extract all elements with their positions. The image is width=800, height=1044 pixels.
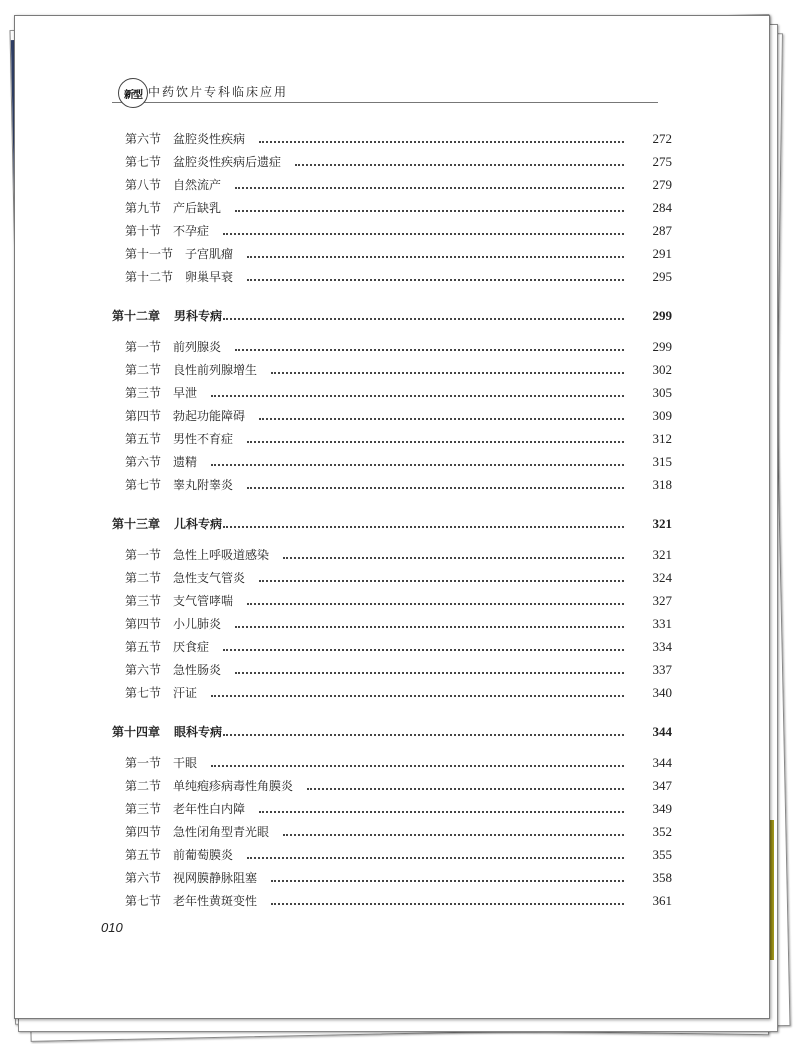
dot-leader [247, 441, 624, 443]
entry-label: 第三节 [125, 802, 162, 816]
entry-title: 急性闭角型青光眼 [173, 825, 270, 839]
entry-page: 337 [652, 661, 672, 677]
entry-title: 眼科专病 [174, 725, 223, 739]
entry-label: 第二节 [125, 779, 162, 793]
toc-section-entry[interactable] [112, 404, 672, 427]
dot-leader [235, 672, 624, 674]
entry-label: 第七节 [125, 478, 162, 492]
entry-page: 309 [652, 407, 672, 423]
entry-title: 老年性白内障 [173, 802, 246, 816]
entry-page: 272 [652, 130, 672, 146]
toc-section-entry[interactable] [112, 681, 672, 704]
dot-leader [247, 256, 624, 258]
entry-label: 第六节 [125, 663, 162, 677]
entry-title: 盆腔炎性疾病后遗症 [173, 155, 282, 169]
entry-label: 第五节 [125, 432, 162, 446]
entry-label: 第二节 [125, 571, 162, 585]
entry-page: 302 [652, 361, 672, 377]
toc-section-entry[interactable] [112, 358, 672, 381]
entry-title: 自然流产 [173, 178, 222, 192]
entry-page: 331 [652, 615, 672, 631]
toc-section-entry[interactable] [112, 751, 672, 774]
entry-page: 321 [652, 515, 672, 531]
dot-leader [259, 418, 624, 420]
entry-page: 315 [652, 453, 672, 469]
entry-label: 第十一节 [125, 247, 174, 261]
dot-leader [223, 734, 624, 736]
entry-label: 第七节 [125, 894, 162, 908]
entry-title: 盆腔炎性疾病 [173, 132, 246, 146]
entry-page: 275 [652, 153, 672, 169]
toc-section-entry[interactable] [112, 473, 672, 496]
toc-section-entry[interactable] [112, 658, 672, 681]
entry-label: 第三节 [125, 386, 162, 400]
dot-leader [247, 603, 624, 605]
toc-section-entry[interactable] [112, 265, 672, 288]
toc-chapter-entry[interactable] [112, 720, 672, 743]
entry-label: 第五节 [125, 640, 162, 654]
book-title: 中药饮片专科临床应用 [148, 85, 289, 99]
entry-label: 第十四章 [112, 725, 161, 739]
entry-label: 第七节 [125, 155, 162, 169]
entry-title: 不孕症 [173, 224, 210, 238]
entry-page: 358 [652, 869, 672, 885]
toc-section-entry[interactable] [112, 543, 672, 566]
entry-label: 第六节 [125, 871, 162, 885]
entry-label: 第五节 [125, 848, 162, 862]
entry-title: 勃起功能障碍 [173, 409, 246, 423]
entry-page: 347 [652, 777, 672, 793]
dot-leader [247, 487, 624, 489]
entry-label: 第十二章 [112, 309, 161, 323]
entry-label: 第三节 [125, 594, 162, 608]
dot-leader [211, 464, 624, 466]
entry-label: 第十二节 [125, 270, 174, 284]
dot-leader [271, 903, 624, 905]
dot-leader [235, 210, 624, 212]
toc-section-entry[interactable] [112, 173, 672, 196]
toc-section-entry[interactable] [112, 866, 672, 889]
toc-section-entry[interactable] [112, 219, 672, 242]
entry-title: 视网膜静脉阻塞 [173, 871, 258, 885]
dot-leader [211, 395, 624, 397]
entry-page: 349 [652, 800, 672, 816]
entry-title: 急性支气管炎 [173, 571, 246, 585]
dot-leader [283, 557, 624, 559]
dot-leader [259, 141, 624, 143]
dot-leader [283, 834, 624, 836]
entry-title: 良性前列腺增生 [173, 363, 258, 377]
entry-title: 厌食症 [173, 640, 210, 654]
toc-section-entry[interactable] [112, 889, 672, 912]
toc-section-entry[interactable] [112, 196, 672, 219]
dot-leader [247, 857, 624, 859]
entry-page: 299 [652, 307, 672, 323]
entry-page: 299 [652, 338, 672, 354]
entry-label: 第一节 [125, 548, 162, 562]
toc-section-entry[interactable] [112, 427, 672, 450]
entry-page: 340 [652, 684, 672, 700]
entry-title: 急性肠炎 [173, 663, 222, 677]
entry-label: 第一节 [125, 756, 162, 770]
entry-label: 第四节 [125, 825, 162, 839]
entry-title: 男性不育症 [173, 432, 234, 446]
entry-page: 287 [652, 222, 672, 238]
entry-page: 321 [652, 546, 672, 562]
entry-page: 305 [652, 384, 672, 400]
toc-section-entry[interactable] [112, 774, 672, 797]
entry-label: 第八节 [125, 178, 162, 192]
entry-title: 男科专病 [174, 309, 223, 323]
entry-title: 子宫肌瘤 [185, 247, 234, 261]
entry-title: 睾丸附睾炎 [173, 478, 234, 492]
toc-section-entry[interactable] [112, 242, 672, 265]
dot-leader [223, 526, 624, 528]
entry-page: 334 [652, 638, 672, 654]
entry-title: 遗精 [173, 455, 198, 469]
dot-leader [211, 695, 624, 697]
dot-leader [223, 318, 624, 320]
book-logo: 新型 [118, 78, 148, 108]
entry-title: 儿科专病 [174, 517, 223, 531]
entry-label: 第六节 [125, 455, 162, 469]
dot-leader [295, 164, 624, 166]
entry-title: 卵巢早衰 [185, 270, 234, 284]
dot-leader [223, 233, 624, 235]
dot-leader [307, 788, 624, 790]
dot-leader [247, 279, 624, 281]
toc-chapter-entry[interactable] [112, 512, 672, 535]
entry-page: 279 [652, 176, 672, 192]
table-of-contents [112, 127, 672, 912]
dot-leader [211, 765, 624, 767]
entry-title: 干眼 [173, 756, 198, 770]
entry-label: 第十节 [125, 224, 162, 238]
entry-title: 产后缺乳 [173, 201, 222, 215]
entry-page: 284 [652, 199, 672, 215]
dot-leader [235, 187, 624, 189]
entry-label: 第十三章 [112, 517, 161, 531]
entry-label: 第二节 [125, 363, 162, 377]
entry-title: 单纯疱疹病毒性角膜炎 [173, 779, 294, 793]
toc-section-entry[interactable] [112, 843, 672, 866]
entry-label: 第一节 [125, 340, 162, 354]
entry-title: 老年性黄斑变性 [173, 894, 258, 908]
running-header [112, 78, 658, 103]
entry-title: 支气管哮喘 [173, 594, 234, 608]
entry-label: 第六节 [125, 132, 162, 146]
entry-page: 312 [652, 430, 672, 446]
toc-section-entry[interactable] [112, 612, 672, 635]
entry-page: 344 [652, 754, 672, 770]
entry-page: 327 [652, 592, 672, 608]
toc-chapter-entry[interactable] [112, 304, 672, 327]
entry-label: 第七节 [125, 686, 162, 700]
entry-page: 318 [652, 476, 672, 492]
dot-leader [235, 626, 624, 628]
toc-section-entry[interactable] [112, 566, 672, 589]
entry-label: 第四节 [125, 409, 162, 423]
entry-page: 291 [652, 245, 672, 261]
entry-title: 前列腺炎 [173, 340, 222, 354]
entry-title: 前葡萄膜炎 [173, 848, 234, 862]
toc-section-entry[interactable] [112, 820, 672, 843]
entry-page: 324 [652, 569, 672, 585]
toc-section-entry[interactable] [112, 589, 672, 612]
toc-section-entry[interactable] [112, 797, 672, 820]
toc-section-entry[interactable] [112, 381, 672, 404]
entry-page: 355 [652, 846, 672, 862]
dot-leader [271, 880, 624, 882]
entry-title: 早泄 [173, 386, 198, 400]
toc-section-entry[interactable] [112, 150, 672, 173]
dot-leader [223, 649, 624, 651]
entry-page: 352 [652, 823, 672, 839]
dot-leader [259, 811, 624, 813]
toc-section-entry[interactable] [112, 450, 672, 473]
entry-label: 第九节 [125, 201, 162, 215]
entry-title: 急性上呼吸道感染 [173, 548, 270, 562]
dot-leader [235, 349, 624, 351]
dot-leader [259, 580, 624, 582]
toc-section-entry[interactable] [112, 635, 672, 658]
entry-label: 第四节 [125, 617, 162, 631]
toc-section-entry[interactable] [112, 335, 672, 358]
dot-leader [271, 372, 624, 374]
entry-page: 361 [652, 892, 672, 908]
page-number: 010 [101, 920, 123, 935]
toc-section-entry[interactable] [112, 127, 672, 150]
entry-title: 汗证 [173, 686, 198, 700]
entry-page: 344 [652, 723, 672, 739]
entry-title: 小儿肺炎 [173, 617, 222, 631]
entry-page: 295 [652, 268, 672, 284]
